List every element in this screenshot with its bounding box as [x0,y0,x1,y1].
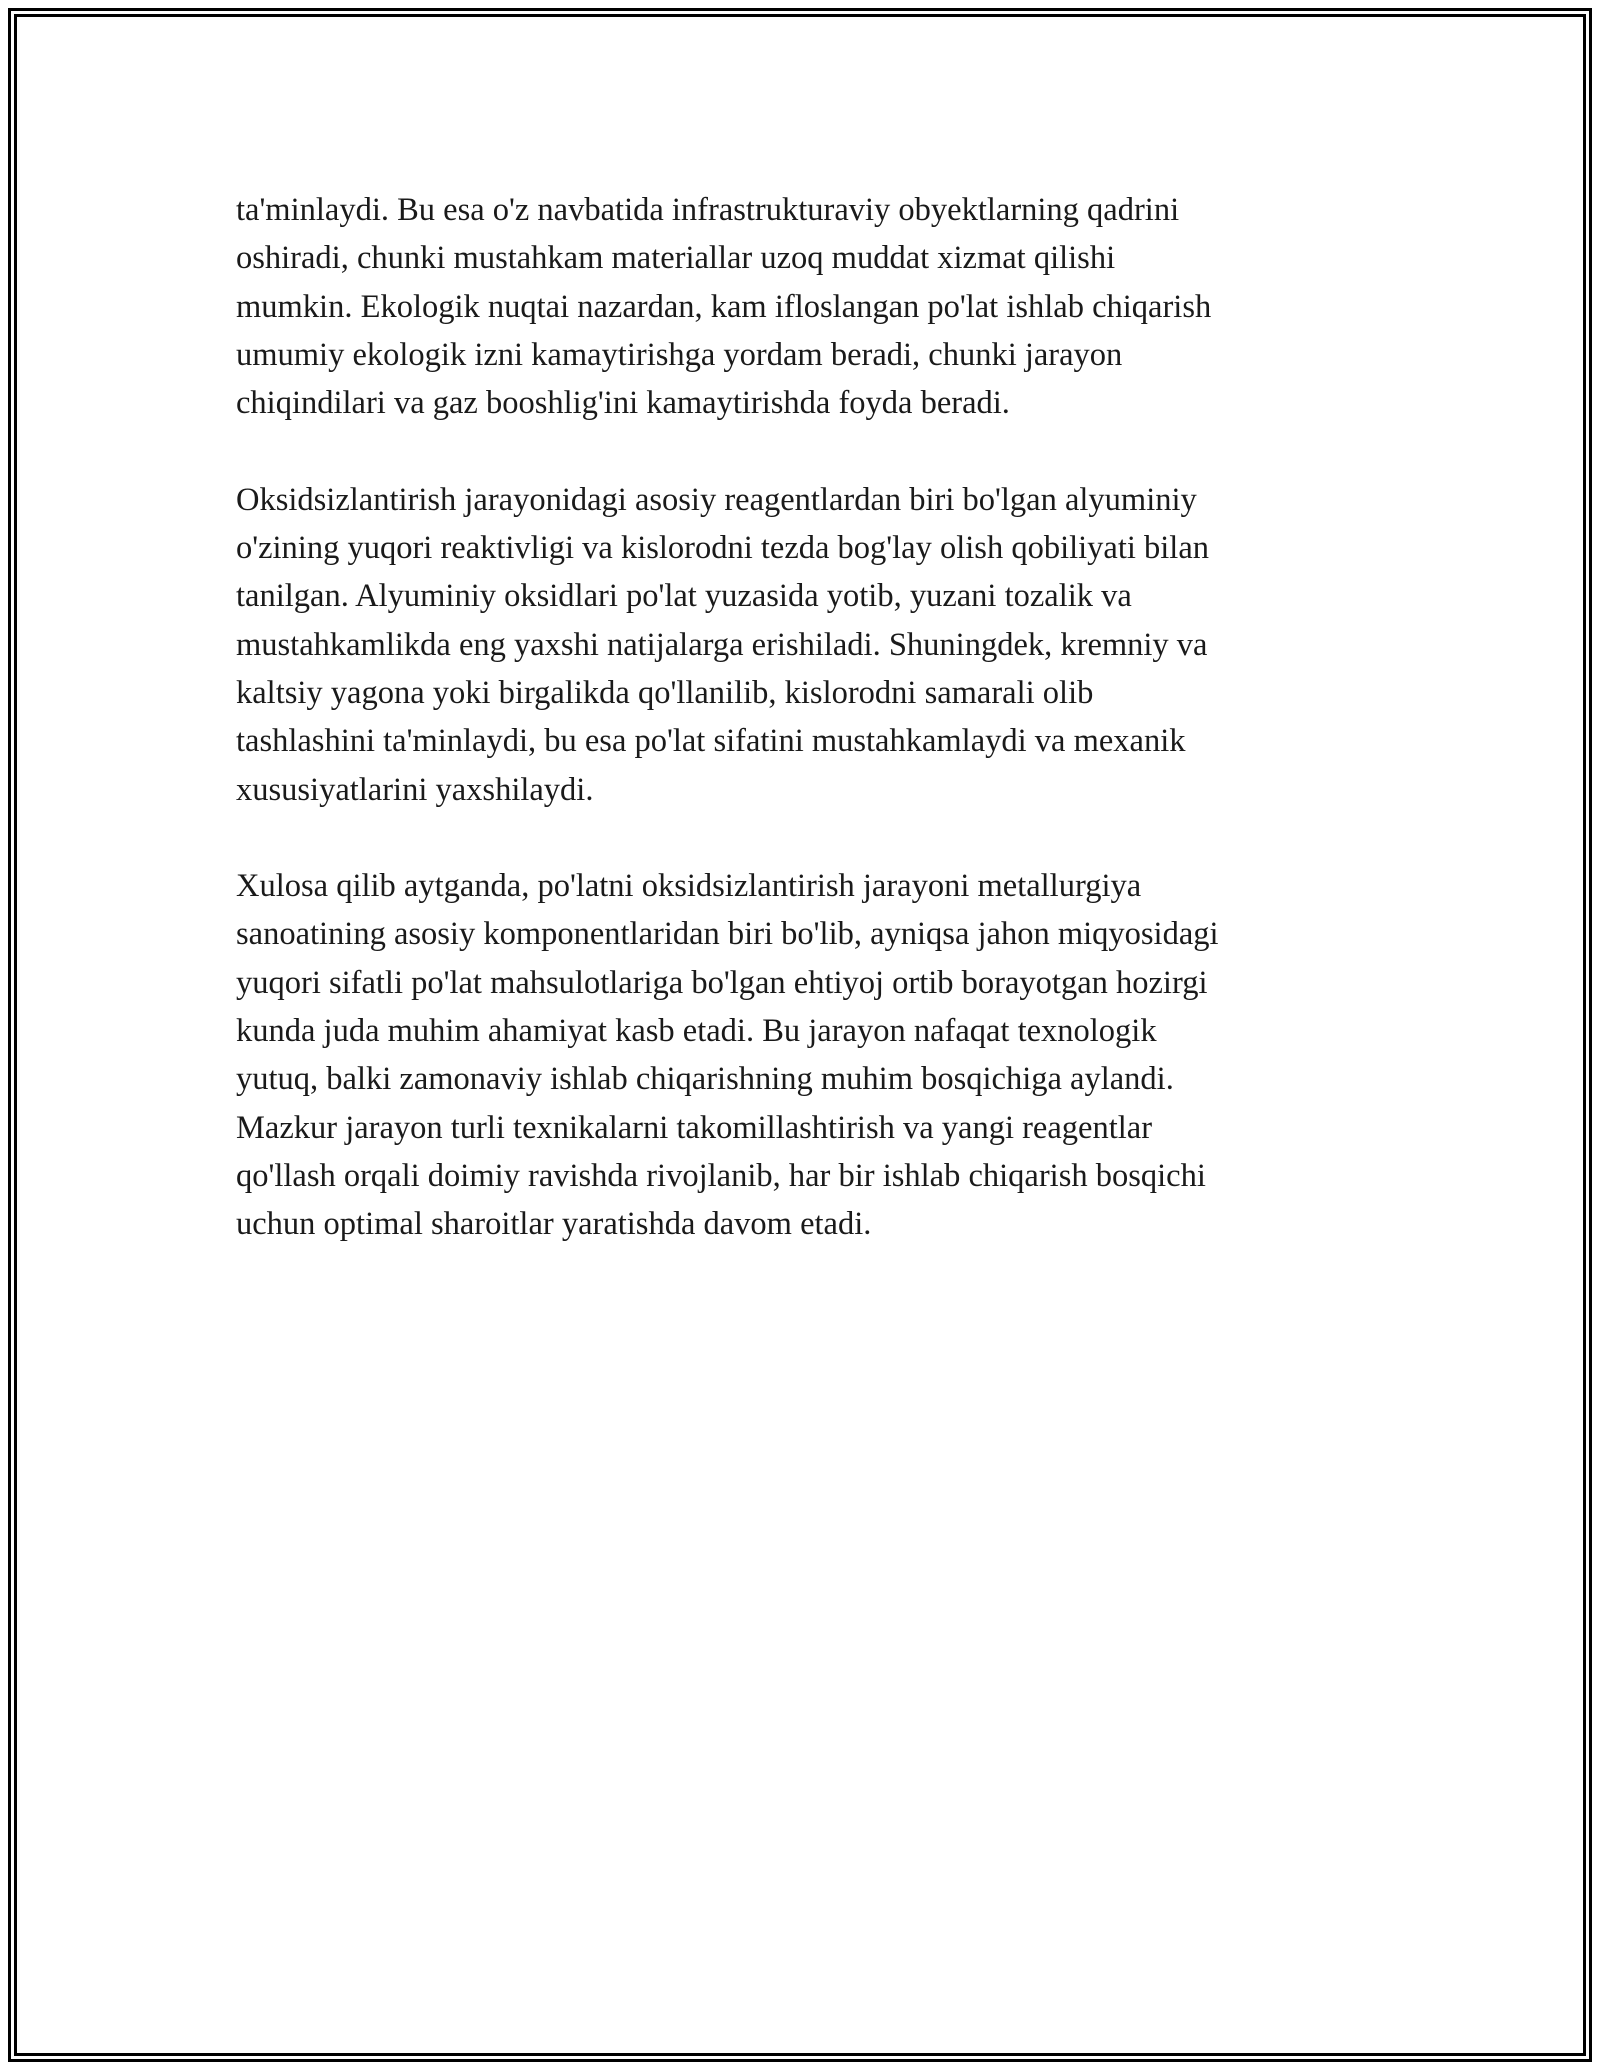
text-line: sanoatining asosiy komponentlaridan biri bo'lib, ayniqsa jahon miqyosidagi [236,916,1219,953]
text-line: tashlashini ta'minlaydi, bu esa po'lat sifatini mustahkamlaydi va mexanik [236,723,1186,760]
paragraph-1 [236,186,1366,427]
text-line: oshiradi, chunki mustahkam materiallar uzoq muddat xizmat qilishi [236,240,1116,277]
text-line: yuqori sifatli po'lat mahsulotlariga bo'lgan ehtiyoj ortib borayotgan hozirgi [236,964,1208,1001]
text-line: mumkin. Ekologik nuqtai nazardan, kam ifloslangan po'lat ishlab chiqarish [236,288,1212,325]
text-line: mustahkamlikda eng yaxshi natijalarga erishiladi. Shuningdek, kremniy va [236,626,1208,663]
text-line: kaltsiy yagona yoki birgalikda qo'llanilib, kislorodni samarali olib [236,674,1094,711]
text-line: ta'minlaydi. Bu esa o'z navbatida infrastrukturaviy obyektlarning qadrini [236,192,1180,228]
text-line: chiqindilari va gaz booshlig'ini kamaytirishda foyda beradi. [236,385,1010,422]
text-line: Oksidsizlantirish jarayonidagi asosiy reagentlardan biri bo'lgan alyuminiy [236,481,1197,518]
document-body [236,186,1366,1297]
text-line: Xulosa qilib aytganda, po'latni oksidsizlantirish jarayoni metallurgiya [236,868,1142,905]
text-line: qo'llash orqali doimiy ravishda rivojlanib, har bir ishlab chiqarish bosqichi [236,1157,1206,1194]
text-line: kunda juda muhim ahamiyat kasb etadi. Bu jarayon nafaqat texnologik [236,1013,1157,1050]
text-line: yutuq, balki zamonaviy ishlab chiqarishning muhim bosqichiga aylandi. [236,1061,1174,1098]
text-line: tanilgan. Alyuminiy oksidlari po'lat yuzasida yotib, yuzani tozalik va [236,578,1132,615]
paragraph-2 [236,476,1366,814]
text-line: umumiy ekologik izni kamaytirishga yordam beradi, chunki jarayon [236,336,1123,373]
text-line: Mazkur jarayon turli texnikalarni takomillashtirish va yangi reagentlar [236,1109,1153,1146]
text-line: xususiyatlarini yaxshilaydi. [236,771,594,808]
text-line: uchun optimal sharoitlar yaratishda davom etadi. [236,1206,872,1243]
text-line: o'zining yuqori reaktivligi va kislorodni tezda bog'lay olish qobiliyati bilan [236,530,1210,567]
paragraph-3 [236,862,1366,1248]
